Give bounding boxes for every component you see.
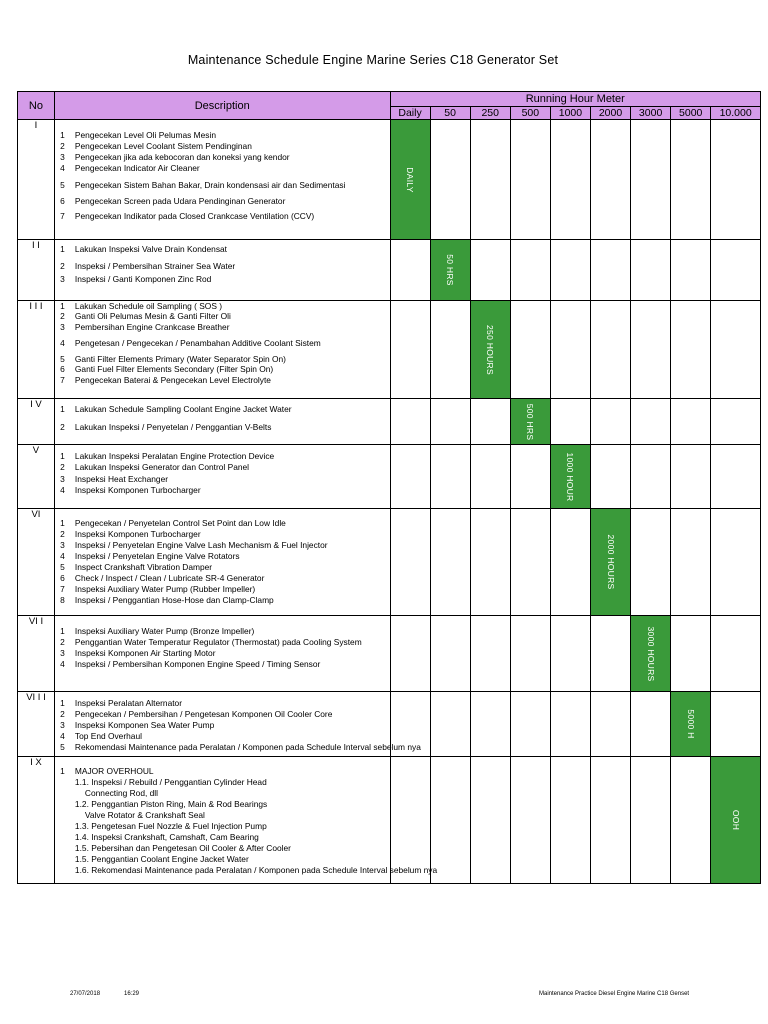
interval-cell bbox=[390, 445, 430, 509]
task-text: Inspeksi / Penggantian Hose-Hose dan Clamp-Clamp bbox=[74, 595, 274, 605]
interval-header: 500 bbox=[510, 107, 550, 120]
task-number: 5 bbox=[60, 180, 65, 190]
task-text: Lakukan Inspeksi / Penyetelan / Penggantian V-Belts bbox=[74, 422, 272, 432]
interval-bar bbox=[591, 509, 630, 615]
interval-cell bbox=[631, 509, 671, 616]
interval-cell bbox=[470, 120, 510, 240]
interval-cell bbox=[550, 301, 590, 399]
interval-bar-label: 3000 HOURS bbox=[645, 626, 656, 681]
task-text: Valve Rotator & Crankshaft Seal bbox=[84, 810, 205, 820]
task-text: Inspeksi Peralatan Alternator bbox=[74, 698, 182, 708]
schedule-group-row bbox=[18, 509, 761, 616]
task-number: 2 bbox=[60, 709, 65, 719]
interval-cell bbox=[470, 240, 510, 301]
task-number: 1 bbox=[60, 451, 65, 461]
task-number: 1 bbox=[60, 626, 65, 636]
interval-cell bbox=[510, 301, 550, 399]
interval-bar-label: 2000 HOURS bbox=[605, 534, 616, 590]
interval-cell bbox=[631, 692, 671, 757]
interval-bar-label: 1000 HOUR bbox=[565, 452, 576, 501]
interval-cell bbox=[390, 692, 430, 757]
group-description bbox=[54, 240, 390, 301]
interval-cell bbox=[671, 399, 711, 445]
interval-bar-label: OOH bbox=[730, 809, 741, 831]
task-number: 2 bbox=[60, 261, 65, 271]
interval-cell bbox=[590, 757, 630, 884]
schedule-group-row bbox=[18, 445, 761, 509]
task-text: Lakukan Schedule Sampling Coolant Engine Jacket Water bbox=[74, 404, 292, 414]
interval-cell bbox=[711, 509, 761, 616]
task-text: 1.2. Penggantian Piston Ring, Main & Rod Bearings bbox=[74, 799, 268, 809]
interval-cell bbox=[631, 399, 671, 445]
task-number: 4 bbox=[60, 163, 65, 173]
task-number: 7 bbox=[60, 584, 65, 594]
schedule-group-row bbox=[18, 301, 761, 399]
task-text: Inspeksi / Penyetelan Engine Valve Lash Mechanism & Fuel Injector bbox=[74, 540, 328, 550]
task-number: 4 bbox=[60, 551, 65, 561]
interval-bar bbox=[711, 757, 760, 883]
running-hour-header: Running Hour Meter bbox=[390, 92, 761, 107]
interval-cell bbox=[590, 616, 630, 692]
interval-cell bbox=[631, 616, 671, 692]
task-number: 4 bbox=[60, 338, 65, 348]
interval-bar bbox=[511, 399, 550, 444]
interval-bar-label: 50 HRS bbox=[445, 254, 456, 286]
schedule-group-row bbox=[18, 399, 761, 445]
task-text: Connecting Rod, dll bbox=[84, 788, 159, 798]
task-number: 4 bbox=[60, 485, 65, 495]
interval-cell bbox=[470, 399, 510, 445]
task-number: 2 bbox=[60, 637, 65, 647]
interval-cell bbox=[510, 240, 550, 301]
interval-cell bbox=[711, 240, 761, 301]
interval-cell bbox=[711, 301, 761, 399]
task-text: Inspect Crankshaft Vibration Damper bbox=[74, 562, 213, 572]
task-number: 6 bbox=[60, 573, 65, 583]
interval-cell bbox=[671, 509, 711, 616]
interval-cell bbox=[711, 616, 761, 692]
interval-cell bbox=[550, 445, 590, 509]
task-text: Ganti Filter Elements Primary (Water Separator Spin On) bbox=[74, 354, 286, 364]
task-text: Check / Inspect / Clean / Lubricate SR-4 Generator bbox=[74, 573, 265, 583]
task-text: Inspeksi Komponen Turbocharger bbox=[74, 529, 201, 539]
interval-header: 50 bbox=[430, 107, 470, 120]
task-text: Lakukan Inspeksi Generator dan Control Panel bbox=[74, 462, 250, 472]
task-number: 4 bbox=[60, 731, 65, 741]
group-number: VI I I bbox=[18, 692, 55, 757]
task-text: Pengetesan / Pengecekan / Penambahan Additive Coolant Sistem bbox=[74, 338, 321, 348]
interval-cell bbox=[711, 120, 761, 240]
interval-cell bbox=[390, 240, 430, 301]
task-text: Penggantian Water Temperatur Regulator (Thermostat) pada Cooling System bbox=[74, 637, 362, 647]
interval-cell bbox=[671, 240, 711, 301]
interval-cell bbox=[390, 757, 430, 884]
interval-cell bbox=[590, 509, 630, 616]
task-number: 3 bbox=[60, 274, 65, 284]
schedule-group-row bbox=[18, 120, 761, 240]
interval-cell bbox=[510, 445, 550, 509]
task-number: 3 bbox=[60, 322, 65, 332]
task-text: Ganti Fuel Filter Elements Secondary (Filter Spin On) bbox=[74, 364, 274, 374]
task-number: 1 bbox=[60, 766, 65, 776]
task-number: 1 bbox=[60, 130, 65, 140]
interval-cell bbox=[711, 692, 761, 757]
interval-cell bbox=[590, 399, 630, 445]
task-number: 2 bbox=[60, 422, 65, 432]
task-text: Pengecekan Baterai & Pengecekan Level Electrolyte bbox=[74, 375, 271, 385]
group-number: I bbox=[18, 120, 55, 240]
task-number: 2 bbox=[60, 141, 65, 151]
interval-cell bbox=[631, 120, 671, 240]
task-text: Pengecekan / Pembersihan / Pengetesan Komponen Oil Cooler Core bbox=[74, 709, 333, 719]
group-description bbox=[54, 757, 438, 884]
group-number: VI bbox=[18, 509, 55, 616]
interval-cell bbox=[631, 301, 671, 399]
interval-cell bbox=[711, 757, 761, 884]
task-text: Pengecekan / Penyetelan Control Set Point dan Low Idle bbox=[74, 518, 286, 528]
interval-cell bbox=[590, 120, 630, 240]
interval-cell bbox=[671, 445, 711, 509]
interval-bar-label: 5000 H bbox=[685, 709, 696, 739]
interval-cell bbox=[430, 445, 470, 509]
interval-cell bbox=[510, 757, 550, 884]
task-number: 1 bbox=[60, 404, 65, 414]
task-text: Lakukan Inspeksi Peralatan Engine Protection Device bbox=[74, 451, 275, 461]
schedule-group-row bbox=[18, 616, 761, 692]
group-description bbox=[54, 399, 390, 445]
interval-cell bbox=[671, 301, 711, 399]
interval-cell bbox=[510, 692, 550, 757]
description-header: Description bbox=[54, 92, 390, 120]
interval-cell bbox=[430, 509, 470, 616]
interval-cell bbox=[430, 399, 470, 445]
interval-cell bbox=[590, 445, 630, 509]
task-number: 5 bbox=[60, 742, 65, 752]
task-text: 1.3. Pengetesan Fuel Nozzle & Fuel Injection Pump bbox=[74, 821, 267, 831]
group-description bbox=[54, 692, 421, 757]
group-number: I I I bbox=[18, 301, 55, 399]
task-number: 1 bbox=[60, 698, 65, 708]
interval-cell bbox=[590, 301, 630, 399]
interval-cell bbox=[430, 757, 470, 884]
interval-cell bbox=[510, 616, 550, 692]
task-number: 2 bbox=[60, 311, 65, 321]
schedule-group-row bbox=[18, 240, 761, 301]
interval-cell bbox=[430, 301, 470, 399]
interval-cell bbox=[430, 616, 470, 692]
task-number: 3 bbox=[60, 152, 65, 162]
interval-cell bbox=[711, 399, 761, 445]
interval-cell bbox=[470, 692, 510, 757]
interval-bar-label: 250 HOURS bbox=[485, 324, 496, 375]
group-description bbox=[54, 616, 390, 692]
group-description bbox=[54, 120, 390, 240]
interval-bar bbox=[431, 240, 470, 300]
task-number: 3 bbox=[60, 474, 65, 484]
interval-cell bbox=[390, 301, 430, 399]
schedule-group-row bbox=[18, 692, 761, 757]
interval-cell bbox=[631, 757, 671, 884]
task-number: 4 bbox=[60, 659, 65, 669]
group-number: I I bbox=[18, 240, 55, 301]
interval-cell bbox=[550, 757, 590, 884]
interval-cell bbox=[470, 509, 510, 616]
task-text: Pengecekan Sistem Bahan Bakar, Drain kondensasi air dan Sedimentasi bbox=[74, 180, 346, 190]
footer-time: 16:29 bbox=[124, 991, 140, 997]
footer-doc-name: Maintenance Practice Diesel Engine Marine C18 Genset bbox=[539, 991, 690, 997]
interval-cell bbox=[631, 445, 671, 509]
task-text: Ganti Oli Pelumas Mesin & Ganti Filter Oli bbox=[74, 311, 231, 321]
interval-cell bbox=[470, 616, 510, 692]
task-text: 1.6. Rekomendasi Maintenance pada Peralatan / Komponen pada Schedule Interval sebelum nya bbox=[74, 865, 438, 875]
interval-cell bbox=[390, 509, 430, 616]
interval-cell bbox=[550, 399, 590, 445]
interval-bar bbox=[391, 120, 430, 239]
interval-cell bbox=[631, 240, 671, 301]
interval-header: 10.000 bbox=[711, 107, 761, 120]
task-text: Pengecekan Screen pada Udara Pendinginan Generator bbox=[74, 196, 286, 206]
interval-header: 2000 bbox=[590, 107, 630, 120]
interval-cell bbox=[510, 120, 550, 240]
footer-date: 27/07/2018 bbox=[70, 991, 101, 997]
task-text: Lakukan Inspeksi Valve Drain Kondensat bbox=[74, 244, 228, 254]
task-number: 1 bbox=[60, 244, 65, 254]
interval-bar bbox=[551, 445, 590, 508]
group-description bbox=[54, 445, 390, 509]
group-number: I X bbox=[18, 757, 55, 884]
interval-bar-label: 500 HRS bbox=[525, 403, 536, 440]
task-text: Pembersihan Engine Crankcase Breather bbox=[74, 322, 230, 332]
task-number: 3 bbox=[60, 720, 65, 730]
group-number: VI I bbox=[18, 616, 55, 692]
task-text: Inspeksi Komponen Sea Water Pump bbox=[74, 720, 215, 730]
interval-cell bbox=[550, 120, 590, 240]
interval-cell bbox=[550, 240, 590, 301]
task-text: MAJOR OVERHOUL bbox=[74, 766, 154, 776]
task-number: 6 bbox=[60, 364, 65, 374]
interval-bar-label: DAILY bbox=[405, 166, 416, 193]
task-text: 1.1. Inspeksi / Rebuild / Penggantian Cylinder Head bbox=[74, 777, 267, 787]
interval-cell bbox=[470, 301, 510, 399]
task-text: Inspeksi Auxiliary Water Pump (Bronze Impeller) bbox=[74, 626, 255, 636]
interval-cell bbox=[550, 692, 590, 757]
interval-bar bbox=[671, 692, 710, 756]
interval-header: Daily bbox=[390, 107, 430, 120]
interval-cell bbox=[430, 240, 470, 301]
task-text: Inspeksi / Pembersihan Strainer Sea Water bbox=[74, 261, 236, 271]
task-number: 2 bbox=[60, 462, 65, 472]
task-number: 7 bbox=[60, 211, 65, 221]
interval-cell bbox=[390, 399, 430, 445]
task-text: Inspeksi Auxiliary Water Pump (Rubber Impeller) bbox=[74, 584, 256, 594]
interval-cell bbox=[671, 692, 711, 757]
task-text: 1.5. Pebersihan dan Pengetesan Oil Cooler & After Cooler bbox=[74, 843, 291, 853]
interval-cell bbox=[550, 509, 590, 616]
schedule-group-row bbox=[18, 757, 761, 884]
page-title: Maintenance Schedule Engine Marine Series C18 Generator Set bbox=[187, 53, 559, 67]
interval-cell bbox=[390, 616, 430, 692]
interval-cell bbox=[430, 120, 470, 240]
task-number: 5 bbox=[60, 562, 65, 572]
interval-cell bbox=[671, 120, 711, 240]
task-text: Inspeksi / Penyetelan Engine Valve Rotators bbox=[74, 551, 240, 561]
group-description bbox=[54, 301, 390, 399]
interval-cell bbox=[671, 616, 711, 692]
task-text: 1.5. Penggantian Coolant Engine Jacket Water bbox=[74, 854, 249, 864]
interval-header: 250 bbox=[470, 107, 510, 120]
task-text: Inspeksi Komponen Turbocharger bbox=[74, 485, 201, 495]
group-number: I V bbox=[18, 399, 55, 445]
interval-header: 3000 bbox=[631, 107, 671, 120]
task-text: Pengecekan Indicator Air Cleaner bbox=[74, 163, 200, 173]
task-text: Rekomendasi Maintenance pada Peralatan / Komponen pada Schedule Interval sebelum nya bbox=[74, 742, 421, 752]
task-number: 5 bbox=[60, 354, 65, 364]
task-text: Pengecekan Indikator pada Closed Crankcase Ventilation (CCV) bbox=[74, 211, 315, 221]
interval-header: 5000 bbox=[671, 107, 711, 120]
interval-cell bbox=[470, 757, 510, 884]
task-number: 8 bbox=[60, 595, 65, 605]
task-text: Top End Overhaul bbox=[74, 731, 142, 741]
task-number: 1 bbox=[60, 518, 65, 528]
interval-cell bbox=[430, 692, 470, 757]
task-text: Pengecekan Level Coolant Sistem Pendinginan bbox=[74, 141, 252, 151]
task-number: 7 bbox=[60, 375, 65, 385]
task-number: 3 bbox=[60, 648, 65, 658]
interval-cell bbox=[550, 616, 590, 692]
interval-cell bbox=[590, 240, 630, 301]
maintenance-schedule-table bbox=[17, 91, 761, 884]
interval-cell bbox=[510, 399, 550, 445]
task-text: Lakukan Schedule oil Sampling ( SOS ) bbox=[74, 301, 223, 311]
task-text: Pengecekan Level Oli Pelumas Mesin bbox=[74, 130, 216, 140]
no-header: No bbox=[18, 92, 55, 120]
interval-cell bbox=[510, 509, 550, 616]
interval-cell bbox=[711, 445, 761, 509]
interval-bar bbox=[471, 301, 510, 398]
interval-header: 1000 bbox=[550, 107, 590, 120]
task-text: Inspeksi / Ganti Komponen Zinc Rod bbox=[74, 274, 212, 284]
task-number: 1 bbox=[60, 301, 65, 311]
task-number: 6 bbox=[60, 196, 65, 206]
task-text: Pengecekan jika ada kebocoran dan koneksi yang kendor bbox=[74, 152, 290, 162]
interval-cell bbox=[671, 757, 711, 884]
interval-cell bbox=[390, 120, 430, 240]
group-description bbox=[54, 509, 390, 616]
task-text: 1.4. Inspeksi Crankshaft, Camshaft, Cam Bearing bbox=[74, 832, 259, 842]
task-number: 3 bbox=[60, 540, 65, 550]
interval-cell bbox=[590, 692, 630, 757]
task-text: Inspeksi / Pembersihan Komponen Engine Speed / Timing Sensor bbox=[74, 659, 321, 669]
task-text: Inspeksi Komponen Air Starting Motor bbox=[74, 648, 216, 658]
task-number: 2 bbox=[60, 529, 65, 539]
task-text: Inspeksi Heat Exchanger bbox=[74, 474, 169, 484]
interval-bar bbox=[631, 616, 670, 691]
interval-cell bbox=[470, 445, 510, 509]
group-number: V bbox=[18, 445, 55, 509]
